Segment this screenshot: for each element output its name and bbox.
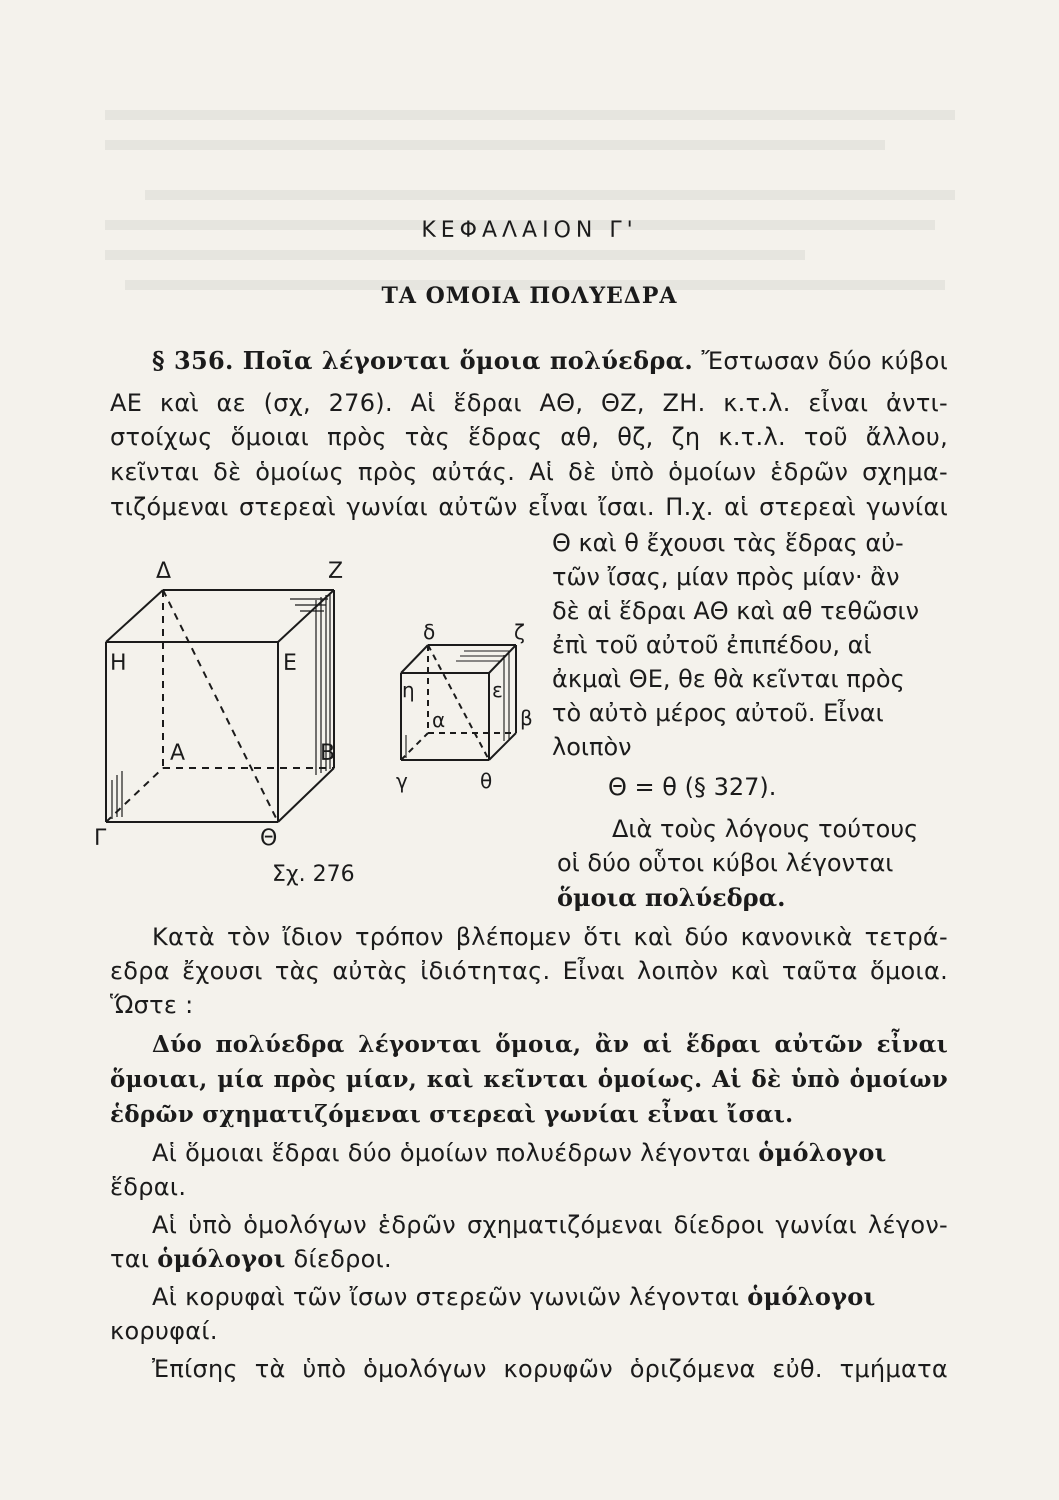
para1-line-2: ΑΕ καὶ αε (σχ, 276). Αἱ ἕδραι ΑΘ, ΘΖ, ΖΗ. κ.τ.λ. εἶναι ἀντι- — [110, 389, 948, 417]
para4-line-2 — [110, 1244, 948, 1274]
para5-line-2: κορυφαί. — [110, 1317, 218, 1345]
label-eta: Η — [110, 651, 127, 676]
para5-text: Αἱ κορυφαὶ τῶν ἴσων στερεῶν γωνιῶν λέγονται — [152, 1283, 748, 1311]
label-epsilon: Ε — [283, 651, 297, 676]
figure-caption: Σχ. 276 — [272, 862, 355, 887]
para3-line-1 — [152, 1138, 948, 1168]
term-homologous-faces: ὁμόλογοι — [758, 1138, 887, 1167]
para6-line-1: Ἐπίσης τὰ ὑπὸ ὁμολόγων κορυφῶν ὁριζόμενα εὐθ. τμήματα — [152, 1355, 948, 1383]
right-col-line-7: λοιπὸν — [552, 733, 632, 761]
definition-line-1-text: Δύο πολύεδρα λέγονται ὅμοια, ἂν αἱ ἕδραι αὐτῶν εἶναι — [152, 1031, 948, 1058]
para1-line-5: τιζόμεναι στερεαὶ γωνίαι αὐτῶν εἶναι ἴσαι. Π.χ. αἱ στερεαὶ γωνίαι — [110, 493, 948, 521]
small-cube — [401, 645, 516, 760]
conclusion-term: ὅμοια πολύεδρα. — [557, 883, 786, 912]
label-gamma: Γ — [94, 826, 107, 851]
right-col-line-6: τὸ αὐτὸ μέρος αὐτοῦ. Εἶναι — [552, 699, 884, 727]
definition-line-3: ἑδρῶν σχηματιζόμεναι στερεαὶ γωνίαι εἶναι ἴσαι. — [110, 1101, 794, 1128]
term-homologous-dihedral: ὁμόλογοι — [157, 1244, 286, 1273]
para3-text: Αἱ ὅμοιαι ἕδραι δύο ὁμοίων πολυέδρων λέγονται — [152, 1139, 759, 1167]
para5-line-1 — [152, 1282, 948, 1312]
label-delta: Δ — [156, 559, 172, 584]
label-small-eta: η — [402, 678, 415, 702]
bleed-through-texture — [105, 40, 955, 300]
right-col-line-1: Θ καὶ θ ἔχουσι τὰς ἕδρας αὐ- — [552, 529, 904, 557]
label-theta: Θ — [260, 826, 278, 851]
equation: Θ = θ (§ 327). — [608, 773, 777, 801]
big-cube-labels — [94, 559, 343, 851]
big-cube — [106, 590, 334, 822]
label-small-theta: θ — [480, 769, 493, 793]
right-col-line-2: τῶν ἴσας, μίαν πρὸς μίαν· ἂν — [552, 563, 900, 591]
para1-line-4: κεῖνται δὲ ὁμοίως πρὸς αὐτάς. Αἱ δὲ ὑπὸ ὁμοίων ἑδρῶν σχημα- — [110, 458, 948, 486]
para4-line-2-start: ται — [110, 1245, 158, 1273]
label-small-zeta: ζ — [514, 620, 525, 644]
para1-line-3: στοίχως ὅμοιαι πρὸς τὰς ἕδρας αθ, θζ, ζη κ.τ.λ. τοῦ ἄλλου, — [110, 423, 948, 451]
para2-line-1 — [110, 922, 948, 952]
label-small-alpha: α — [432, 708, 446, 732]
para2-line-3: Ὥστε : — [110, 991, 194, 1019]
label-zeta: Ζ — [328, 559, 344, 584]
para4-line-2-end: δίεδροι. — [285, 1245, 392, 1273]
chapter-heading: ΚΕΦΑΛΑΙΟΝ Γ' — [421, 218, 638, 243]
right-col-line-4: ἐπὶ τοῦ αὐτοῦ ἐπιπέδου, αἱ — [552, 631, 872, 659]
para2-line-1-text: Κατὰ τὸν ἴδιον τρόπον βλέπομεν ὅτι καὶ δύο κανονικὰ τετρά- — [152, 923, 948, 951]
conclusion-line-2: οἱ δύο οὗτοι κύβοι λέγονται — [557, 849, 894, 877]
conclusion-line-1: Διὰ τοὺς λόγους τούτους — [612, 815, 919, 843]
definition-line-2: ὅμοιαι, μία πρὸς μίαν, καὶ κεῖνται ὁμοίως. Αἱ δὲ ὑπὸ ὁμοίων — [110, 1066, 948, 1093]
right-col-line-5: ἀκμαὶ ΘΕ, θε θὰ κεῖνται πρὸς — [552, 665, 905, 693]
definition-line-1 — [110, 1030, 948, 1060]
label-small-epsilon: ε — [492, 678, 503, 702]
label-small-gamma: γ — [396, 769, 408, 793]
right-col-line-3: δὲ αἱ ἕδραι ΑΘ καὶ αθ τεθῶσιν — [552, 597, 920, 625]
term-homologous-vertices: ὁμόλογοι — [747, 1282, 876, 1311]
para1-line-1-text: Ἔστωσαν δύο κύβοι — [701, 347, 948, 375]
chapter-title: ΤΑ ΟΜΟΙΑ ΠΟΛΥΕΔΡΑ — [381, 283, 678, 309]
para2-line-2: εδρα ἔχουσι τὰς αὐτὰς ἰδιότητας. Εἶναι λοιπὸν καὶ ταῦτα ὅμοια. — [110, 957, 948, 985]
para4-line-1: Αἱ ὑπὸ ὁμολόγων ἑδρῶν σχηματιζόμεναι δίεδροι γωνίαι λέγον- — [152, 1211, 948, 1239]
para3-line-2: ἕδραι. — [110, 1173, 187, 1201]
section-heading: § 356. Ποῖα λέγονται ὅμοια πολύεδρα. — [152, 346, 694, 375]
label-beta: Β — [320, 741, 336, 766]
label-small-delta: δ — [423, 620, 436, 644]
label-alpha: Α — [170, 741, 186, 766]
para1-line-1 — [110, 346, 948, 376]
label-small-beta: β — [520, 706, 533, 730]
cubes-figure — [90, 555, 550, 855]
